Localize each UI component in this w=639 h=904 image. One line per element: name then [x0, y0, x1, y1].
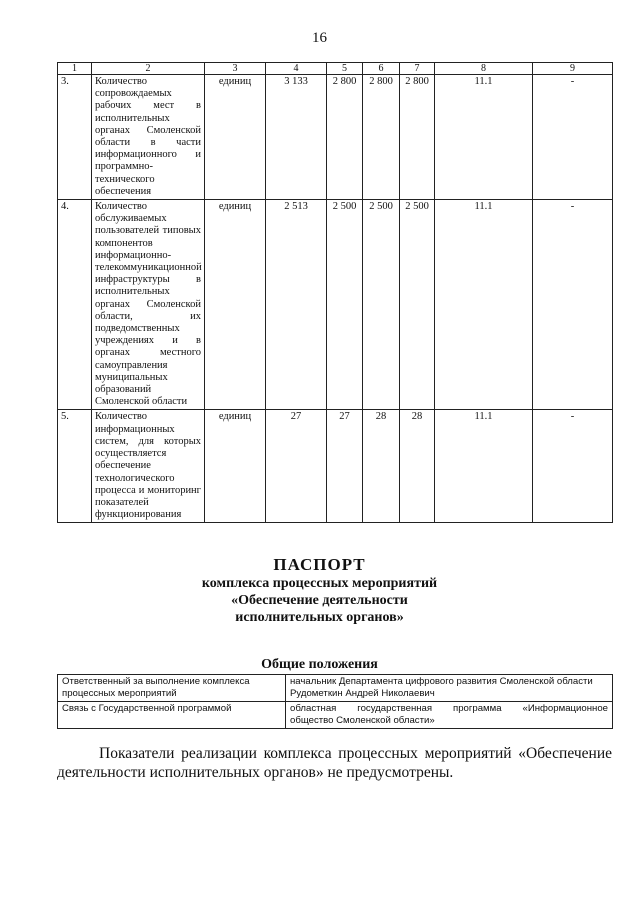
table-row — [58, 200, 613, 410]
field-label: Связь с Государственной программой — [58, 702, 286, 729]
column-header: 5 — [327, 63, 363, 75]
value-cell: 2 513 — [266, 200, 327, 410]
value-cell: 2 800 — [400, 75, 435, 200]
value-line: начальник Департамента цифрового развития Смоленской области — [290, 676, 593, 687]
row-number: 3. — [58, 75, 92, 200]
value-cell: 2 500 — [363, 200, 400, 410]
field-label: Ответственный за выполнение комплекса процессных мероприятий — [58, 675, 286, 702]
note-cell: - — [533, 410, 613, 523]
value-cell: 27 — [266, 410, 327, 523]
passport-heading — [0, 555, 639, 673]
table-row — [58, 75, 613, 200]
field-value — [286, 702, 613, 729]
table-row — [58, 410, 613, 523]
indicators-table — [57, 62, 613, 523]
value-cell: 2 800 — [363, 75, 400, 200]
row-number: 5. — [58, 410, 92, 523]
column-header: 9 — [533, 63, 613, 75]
value-cell: 2 800 — [327, 75, 363, 200]
unit-cell: единиц — [205, 75, 266, 200]
table-row — [58, 675, 613, 702]
value-cell: 27 — [327, 410, 363, 523]
page-number: 16 — [312, 30, 327, 46]
value-cell: 2 500 — [400, 200, 435, 410]
indicator-name: Количество сопровождаемых рабочих мест в исполнительных органах Смоленской области в части информационного и программно-технического обеспечения — [92, 75, 205, 200]
passport-subtitle: «Обеспечение деятельности — [231, 593, 408, 608]
header-row — [58, 63, 613, 75]
indicator-name: Количество информационных систем, для которых осуществляется обеспечение технологического процесса и мониторинг показателей функционирования — [92, 410, 205, 523]
value-line: областная государственная программа «Информационное — [290, 703, 608, 714]
column-header: 1 — [58, 63, 92, 75]
unit-cell: единиц — [205, 410, 266, 523]
link-cell: 11.1 — [435, 410, 533, 523]
indicator-name: Количество обслуживаемых пользователей типовых компонентов информационно-телекоммуникационной инфраструктуры в исполнительных органах Смоленской области, их подведомственных учреждениях и в органах местного самоуправления муниципальных образований Смоленской области — [92, 200, 205, 410]
value-cell: 28 — [400, 410, 435, 523]
column-header: 6 — [363, 63, 400, 75]
unit-cell: единиц — [205, 200, 266, 410]
closing-paragraph: Показатели реализации комплекса процессных мероприятий «Обеспечение деятельности исполнительных органов» не предусмотрены. — [57, 745, 612, 781]
column-header: 7 — [400, 63, 435, 75]
value-cell: 3 133 — [266, 75, 327, 200]
column-header: 2 — [92, 63, 205, 75]
passport-subtitle: комплекса процессных мероприятий — [201, 576, 438, 591]
field-value — [286, 675, 613, 702]
note-cell: - — [533, 200, 613, 410]
value-line: Рудометкин Андрей Николаевич — [290, 688, 435, 699]
note-cell: - — [533, 75, 613, 200]
column-header: 8 — [435, 63, 533, 75]
general-provisions-table — [57, 674, 613, 729]
value-line: общество Смоленской области» — [290, 715, 435, 726]
link-cell: 11.1 — [435, 75, 533, 200]
table-row — [58, 702, 613, 729]
section-title: Общие положения — [261, 657, 378, 672]
row-number: 4. — [58, 200, 92, 410]
value-cell: 2 500 — [327, 200, 363, 410]
passport-title: ПАСПОРТ — [273, 555, 366, 574]
value-cell: 28 — [363, 410, 400, 523]
column-header: 4 — [266, 63, 327, 75]
link-cell: 11.1 — [435, 200, 533, 410]
column-header: 3 — [205, 63, 266, 75]
passport-subtitle: исполнительных органов» — [235, 610, 404, 625]
